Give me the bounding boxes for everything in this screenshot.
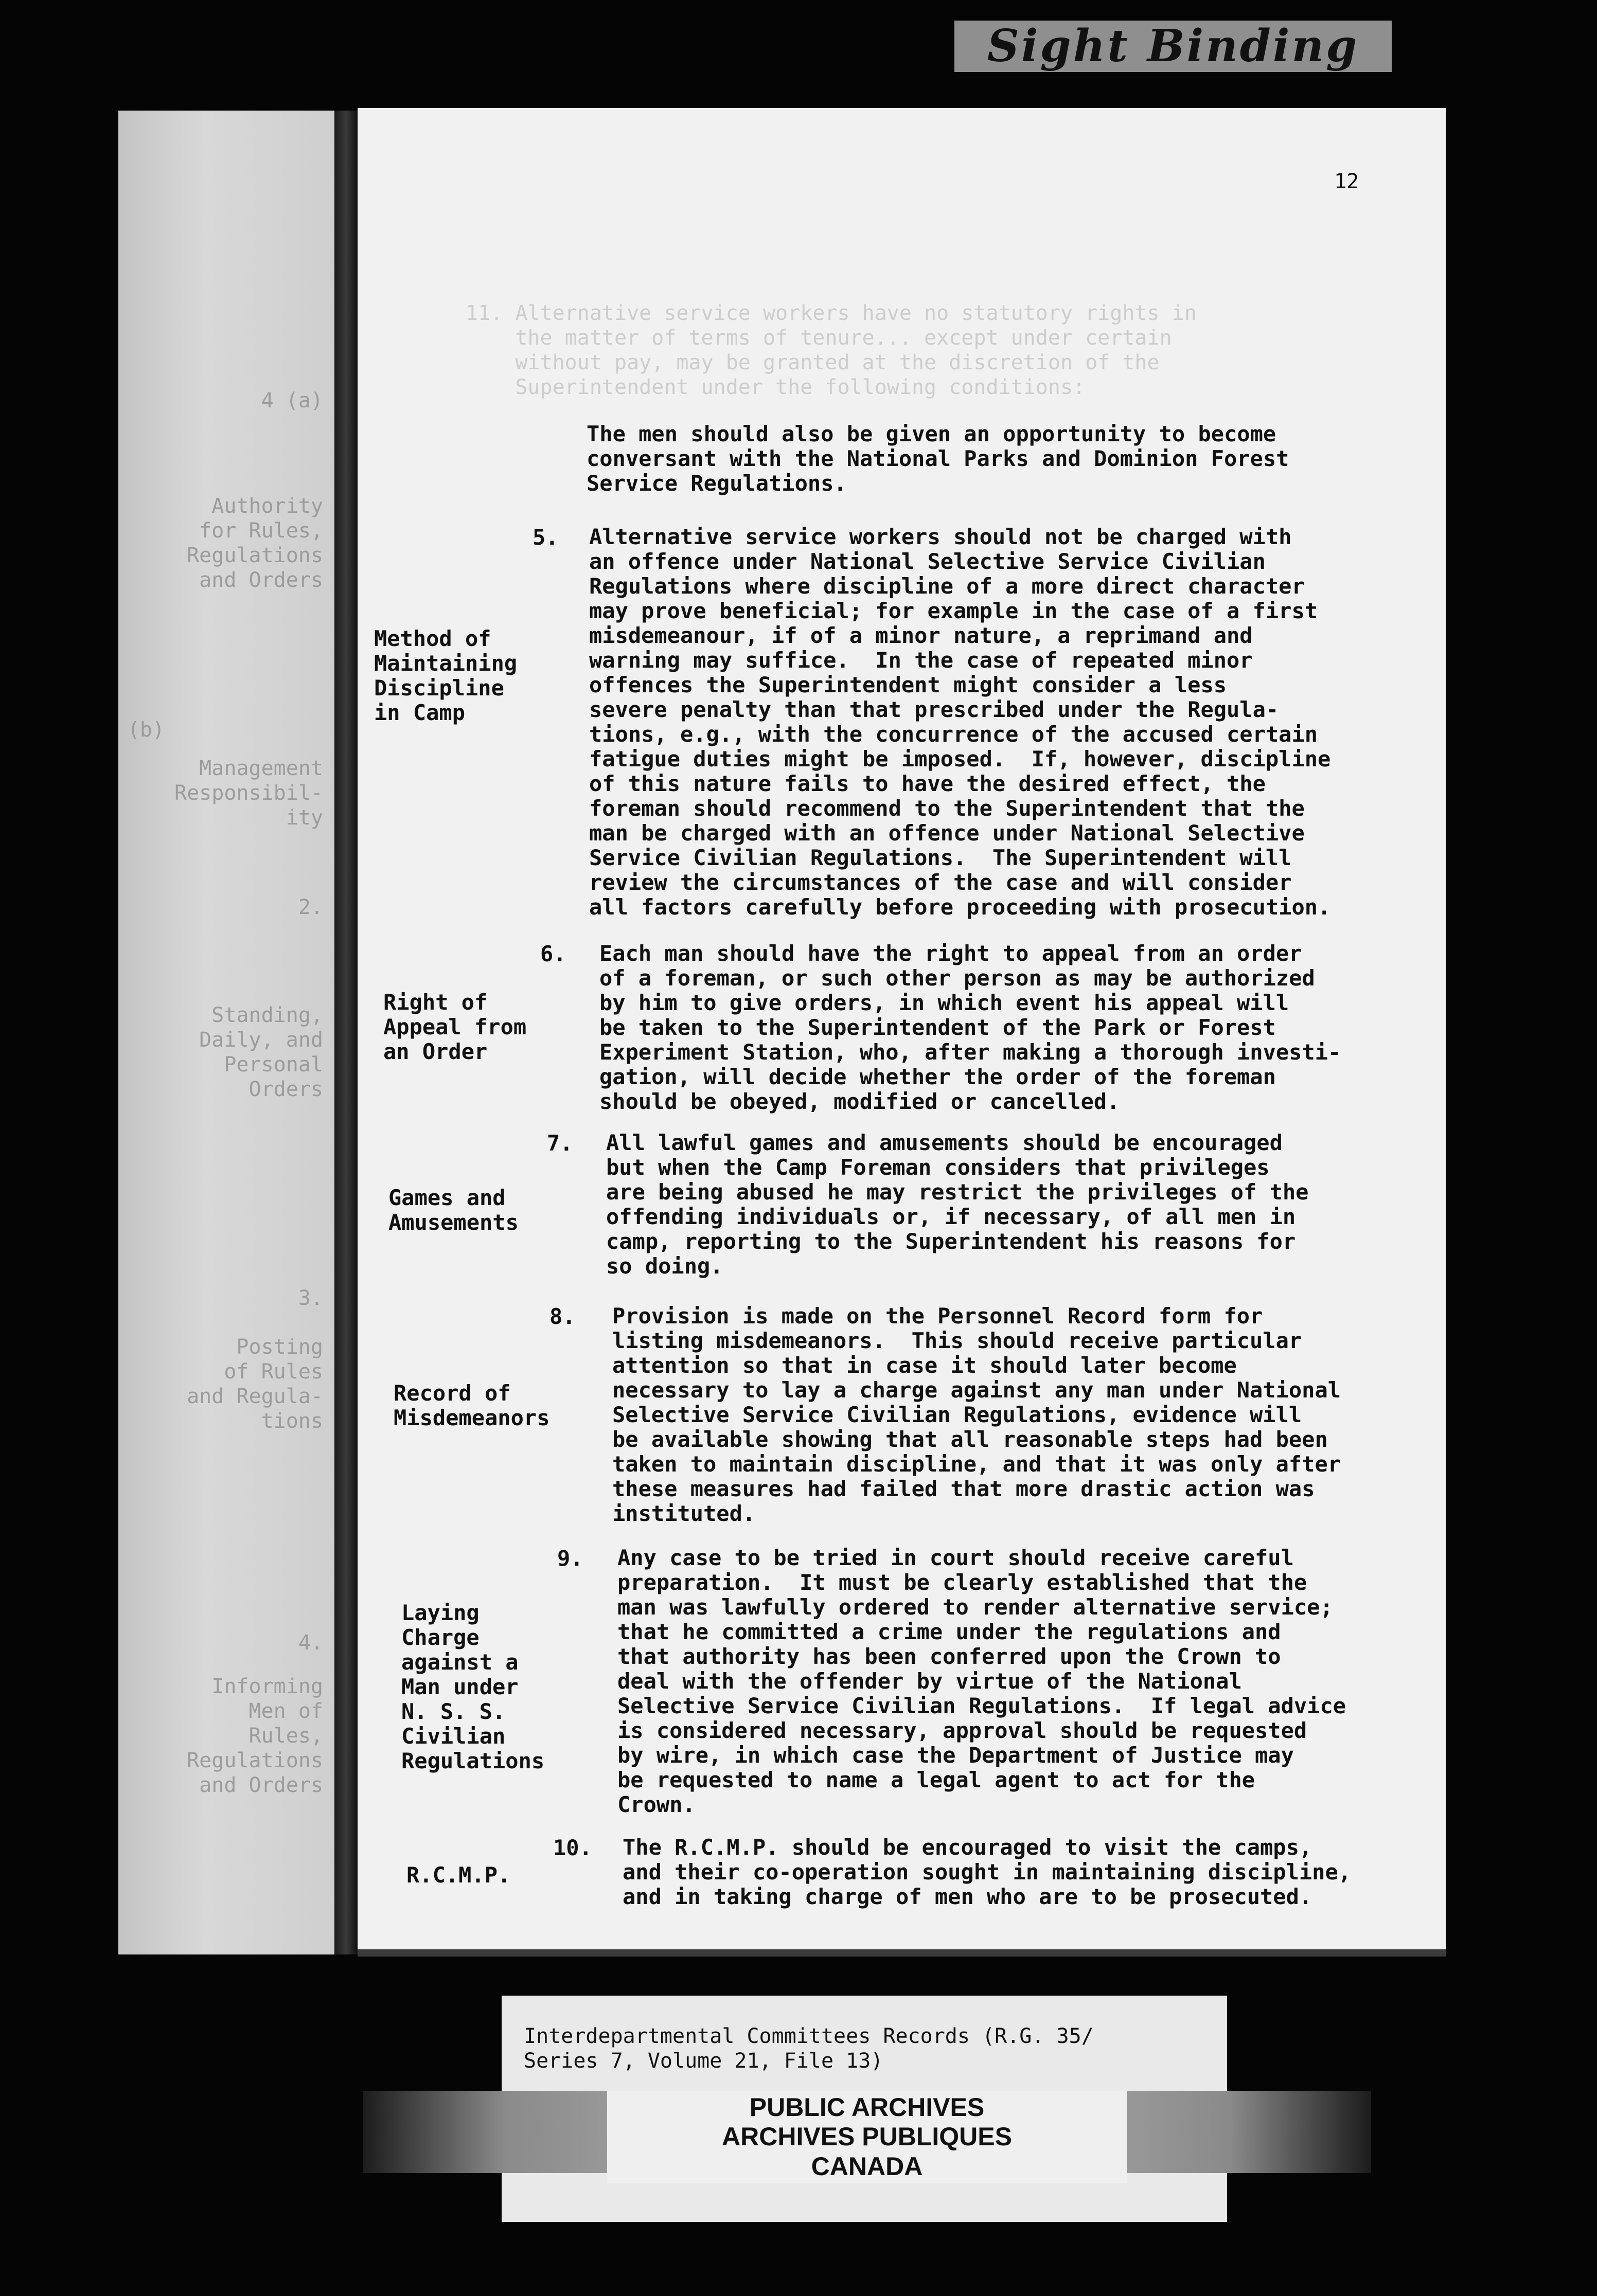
section-5-heading: Method of Maintaining Discipline in Camp	[374, 626, 518, 725]
ghost-management: Management Responsibil- ity	[174, 757, 323, 830]
ghost-item-2: 2.	[298, 895, 323, 919]
section-8-text: Provision is made on the Personnel Record form for listing misdemeanors. This should receive particular attention so that in case it should later become necessary to lay a charge against any man under National Selective Service Civilian Regulations, evidence will be available showing that all reasonable steps had been taken to maintain discipline, and that it was only after these measures had failed that more drastic action was instituted.	[612, 1303, 1341, 1526]
book-spine	[334, 111, 358, 1954]
section-9-heading: Laying Charge against a Man under N. S. S. Civilian Regulations	[401, 1600, 545, 1773]
ghost-authority: Authority for Rules, Regulations and Orders	[187, 494, 323, 592]
section-10-text: The R.C.M.P. should be encouraged to visit the camps, and their co-operation sought in maintaining discipline, and in taking charge of men who are to be prosecuted.	[623, 1835, 1352, 1909]
section-5-number: 5.	[533, 525, 559, 550]
archives-stamp-line-1: PUBLIC ARCHIVES	[749, 2093, 985, 2122]
show-through-text: 11. Alternative service workers have no statutory rights in the matter of terms of tenure... except under certain without pay, may be granted at the discretion of the Superintendent under the following conditions:	[466, 301, 1197, 399]
section-7-heading: Games and Amusements	[388, 1185, 519, 1235]
ghost-item-a: 4 (a)	[261, 389, 323, 412]
section-6-heading: Right of Appeal from an Order	[383, 990, 527, 1064]
section-6-text: Each man should have the right to appeal from an order of a foreman, or such other person as may be authorized by him to give orders, in which event his appeal will be taken to the Superintendent of the Park or Forest Experiment Station, who, after making a thorough investi- gation, will decide whether the order of the foreman should be obeyed, modified or cancelled.	[599, 941, 1341, 1114]
section-8-heading: Record of Misdemeanors	[394, 1380, 550, 1430]
section-7-text: All lawful games and amusements should be encouraged but when the Camp Foreman considers that privileges are being abused he may restrict the privileges of the offending individuals or, if necessary, of all men in camp, reporting to the Superintendent his reasons for so doing.	[606, 1130, 1309, 1279]
ghost-item-b: (b)	[127, 718, 165, 742]
intro-paragraph: The men should also be given an opportunity to become conversant with the National Parks and Dominion Forest Service Regulations.	[587, 421, 1289, 496]
archives-stamp-line-3: CANADA	[811, 2152, 923, 2181]
section-6-number: 6.	[540, 941, 566, 966]
ghost-informing: Informing Men of Rules, Regulations and Orders	[187, 1675, 323, 1797]
section-9-number: 9.	[557, 1546, 583, 1571]
facing-page	[118, 111, 334, 1954]
archives-stamp-line-2: ARCHIVES PUBLIQUES	[722, 2122, 1012, 2151]
ghost-item-3: 3.	[298, 1286, 323, 1310]
records-reference: Interdepartmental Committees Records (R.G. 35/ Series 7, Volume 21, File 13)	[524, 2024, 1094, 2073]
page-number: 12	[1334, 170, 1359, 193]
section-9-text: Any case to be tried in court should receive careful preparation. It must be clearly established that the man was lawfully ordered to render alternative service; that he committed a crime under the regulations and that authority has been conferred upon the Crown to deal with the offender by virtue of the National Selective Service Civilian Regulations. If legal advice is considered necessary, approval should be requested by wire, in which case the Department of Justice may be requested to name a legal agent to act for the Crown.	[617, 1545, 1346, 1817]
section-8-number: 8.	[549, 1304, 576, 1329]
section-10-number: 10.	[553, 1835, 592, 1860]
section-7-number: 7.	[547, 1131, 573, 1156]
ghost-standing-orders: Standing, Daily, and Personal Orders	[199, 1003, 323, 1101]
page-edge	[358, 1949, 1446, 1957]
section-5-text: Alternative service workers should not be charged with an offence under National Selective Service Civilian Regulations where discipline of a more direct character may prove beneficial; for example in the case of a first misdemeanour, if of a minor nature, a reprimand and warning may suffice. In the case of repeated minor offences the Superintendent might consider a less severe penalty than that prescribed under the Regula- tions, e.g., with the concurrence of the accused certain fatigue duties might be imposed. If, however, discipline of this nature fails to have the desired effect, the foreman should recommend to the Superintendent that the man be charged with an offence under National Selective Service Civilian Regulations. The Superintendent will review the circumstances of the case and will consider all factors carefully before proceeding with prosecution.	[589, 524, 1331, 920]
ghost-item-4: 4.	[298, 1631, 323, 1655]
handwritten-binding-label: Sight Binding	[954, 21, 1392, 72]
ghost-posting: Posting of Rules and Regula- tions	[187, 1335, 323, 1433]
section-10-heading: R.C.M.P.	[406, 1862, 511, 1888]
